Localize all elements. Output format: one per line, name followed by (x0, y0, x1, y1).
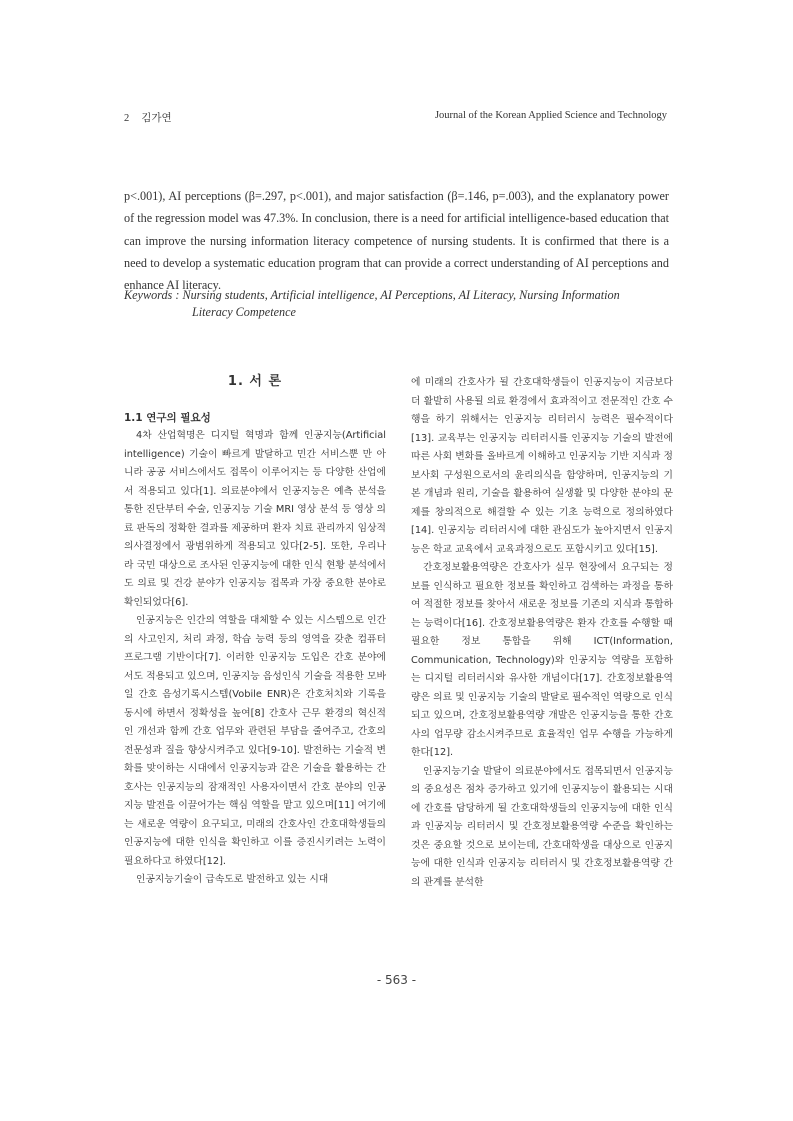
header-left (124, 110, 184, 125)
left-paragraph-3: 인공지능기술이 급속도로 발전하고 있는 시대 (136, 874, 329, 885)
abstract-continuation (124, 185, 669, 296)
header-page-number: 2 (124, 113, 130, 124)
keywords-text-cont: Literacy Competence (192, 305, 296, 319)
header-journal-title: Journal of the Korean Applied Science and Technology (434, 110, 667, 121)
section-title: 1. 서 론 (227, 374, 283, 389)
abstract-text: p<.001), AI perceptions (β=.297, p<.001), and major satisfaction (β=.146, p=.003), and the explanatory power of the regression model was 47.3%. In conclusion, there is a need for artificial intelligence-based education that can improve the nursing information literacy competence of nursing students. It is confirmed that there is a need to develop a systematic education program that can provide a correct understanding of AI perceptions and enhance AI literacy. (124, 189, 669, 293)
right-column (411, 374, 673, 892)
left-paragraph-1: 4차 산업혁명은 디지털 혁명과 함께 인공지능(Artificial intelligence) 기술이 빠르게 발달하고 민간 서비스뿐 만 아니라 공공 서비스에서도 접목이 이루어지는 등 다양한 산업에서 적용되고 있다[1]. 의료분야에서 인공지능은 예측 분석을 통한 진단부터 수술, 인공지능 기술 MRI 영상 분석 등 영상 의료 판독의 정확한 결과를 제공하며 환자 치료 관리까지 임상적 의사결정에서 광범위하게 적용되고 있다[2-5]. 또한, 우리나라 국민 대상으로 조사된 인공지능에 대한 인식 현황 분석에서도 의료 및 건강 분야가 인공지능 접목과 가장 중요한 분야로 확인되었다[6]. (124, 430, 386, 608)
running-header (124, 110, 667, 126)
keywords-text: Nursing students, Artificial intelligence, AI Perceptions, AI Literacy, Nursing Information (182, 288, 620, 302)
right-paragraph-3: 인공지능기술 발달이 의료분야에서도 접목되면서 인공지능의 중요성은 점차 증가하고 있기에 인공지능이 활용되는 시대에 간호를 담당하게 될 간호대학생들의 인공지능에 대한 인식과 인공지능 리터러시 및 간호정보활용역량 수준을 확인하는 것은 중요할 것으로 보이는데, 간호대학생을 대상으로 인공지능에 대한 인식과 인공지능 리터러시 및 간호정보활용역량 간의 관계를 분석한 (411, 765, 673, 888)
right-paragraph-2: 간호정보활용역량은 간호사가 실무 현장에서 요구되는 정보를 인식하고 필요한 정보를 확인하고 검색하는 과정을 통하여 적절한 정보를 찾아서 새로운 정보를 기존의 지식과 통합하는 능력이다[16]. 간호정보활용역량은 환자 간호를 수행할 때 필요한 정보 통합을 위해 ICT(Information, Communication, Technology)와 인공지능 역량을 포함하는 디지털 리터러시와 유사한 개념이다[17]. 간호정보활용역량은 의료 및 인공지능 기술의 발달로 필수적인 역량으로 인식되고 있으며, 간호정보활용역량 개발은 인공지능을 통한 간호사의 업무량 감소시켜주므로 효율적인 업무 수행을 가능하게 한다[12]. (411, 562, 673, 758)
right-paragraph-1: 에 미래의 간호사가 될 간호대학생들이 인공지능이 지금보다 더 활발히 사용될 의료 환경에서 효과적이고 전문적인 간호 수행을 하기 위해서는 인공지능 리터러시 능력은 필수적이다[13]. 교육부는 인공지능 리터러시를 인공지능 기술의 발전에 따른 사회 변화를 올바르게 이해하고 인공지능 기반 지식과 정보사회 구성원으로서의 윤리의식을 함양하며, 인공지능의 기본 개념과 원리, 기술을 활용하여 실생활 및 다양한 분야의 문제를 창의적으로 해결할 수 있는 기초 능력으로 정의하였다[14]. 인공지능 리터러시에 대한 관심도가 높아지면서 인공지능은 학교 교육에서 교육과정으로도 포함시키고 있다[15]. (411, 377, 673, 555)
subsection-title: 1.1 연구의 필요성 (124, 412, 211, 424)
page-footer-number: - 563 - (376, 973, 417, 987)
keywords-block (124, 287, 669, 321)
left-column (124, 372, 386, 890)
header-author: 김가연 (141, 113, 172, 124)
keywords-label: Keywords : (124, 288, 180, 302)
left-paragraph-2: 인공지능은 인간의 역할을 대체할 수 있는 시스템으로 인간의 사고인지, 처리 과정, 학습 능력 등의 영역을 갖춘 컴퓨터 프로그램 기반이다[7]. 이러한 인공지능 도입은 간호 분야에서도 적용되고 있으며, 인공지능 음성인식 기술을 적용한 모바일 간호 음성기록시스템(Vobile ENR)은 간호처치와 기록을 동시에 하면서 정확성을 높여[8] 간호사 근무 환경의 혁신적인 개선과 함께 간호 업무와 관련된 부담을 줄여주고, 간호의 전문성과 질을 향상시켜주고 있다[9-10]. 발전하는 기술적 변화를 맞이하는 시대에서 인공지능과 같은 기술을 활용하는 간호사는 인공지능의 잠재적인 사용자이면서 간호 분야의 인공지능 발전을 이끌어가는 핵심 역할을 맡고 있으며[11] 여기에는 새로운 역량이 요구되고, 미래의 간호사인 간호대학생들의 인공지능에 대한 인식을 확인하고 이를 증진시키려는 노력이 필요하다고 하였다[12]. (124, 615, 386, 867)
